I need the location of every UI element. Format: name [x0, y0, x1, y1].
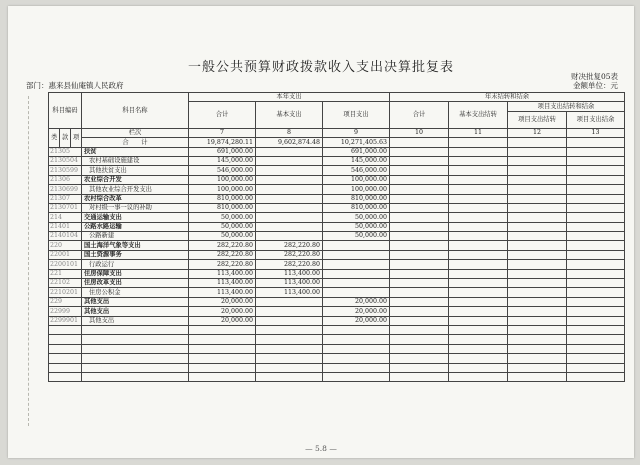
- table-row: [49, 194, 625, 203]
- row-project: 50,000.00: [323, 213, 390, 222]
- row-name: 其他扶贫支出: [82, 166, 189, 175]
- row-code: 21306: [49, 175, 82, 184]
- row-code: 21401: [49, 222, 82, 231]
- row-basic: [256, 222, 323, 231]
- row-total: 20,000.00: [189, 307, 256, 316]
- row-total: 113,400.00: [189, 288, 256, 297]
- row-total: 282,220.80: [189, 241, 256, 250]
- budget-table: [48, 92, 625, 382]
- row-total: 100,000.00: [189, 185, 256, 194]
- table-row: [49, 222, 625, 231]
- row-basic: [256, 156, 323, 165]
- header-kuan: 款: [60, 128, 71, 147]
- row-total: 113,400.00: [189, 269, 256, 278]
- row-project: 20,000.00: [323, 307, 390, 316]
- row-name: 住房保障支出: [82, 269, 189, 278]
- table-body: [49, 147, 625, 382]
- table-row: [49, 185, 625, 194]
- row-code: 22001: [49, 250, 82, 259]
- row-name: 农村综合改革: [82, 194, 189, 203]
- row-project: 691,000.00: [323, 147, 390, 156]
- header-name: 科目名称: [82, 93, 189, 129]
- table-row: [49, 203, 625, 212]
- row-code: 22999: [49, 307, 82, 316]
- col-num: 13: [567, 128, 625, 137]
- row-total: 20,000.00: [189, 297, 256, 306]
- table-row: [49, 307, 625, 316]
- table-row: [49, 260, 625, 269]
- row-total: 20,000.00: [189, 316, 256, 325]
- row-code: 21305: [49, 147, 82, 156]
- row-project: [323, 288, 390, 297]
- document-page: [8, 6, 634, 458]
- row-total: 113,400.00: [189, 279, 256, 288]
- row-name: 国土海洋气象等支出: [82, 241, 189, 250]
- binding-margin-line: [28, 96, 30, 426]
- row-code: 214: [49, 213, 82, 222]
- row-project: 100,000.00: [323, 175, 390, 184]
- row-total: 50,000.00: [189, 232, 256, 241]
- row-project: 100,000.00: [323, 185, 390, 194]
- row-basic: [256, 307, 323, 316]
- header-code: 科目编码: [49, 93, 82, 129]
- row-code: 2200101: [49, 260, 82, 269]
- row-total: 691,000.00: [189, 147, 256, 156]
- row-code: 2130701: [49, 203, 82, 212]
- row-name: 交通运输支出: [82, 213, 189, 222]
- table-row: [49, 269, 625, 278]
- row-total: 50,000.00: [189, 222, 256, 231]
- blank-row: [49, 354, 625, 363]
- row-project: 20,000.00: [323, 297, 390, 306]
- row-basic: [256, 194, 323, 203]
- row-code: 2299901: [49, 316, 82, 325]
- row-basic: 113,400.00: [256, 269, 323, 278]
- row-code: 2130504: [49, 156, 82, 165]
- row-code: 22102: [49, 279, 82, 288]
- col-num: 10: [390, 128, 449, 137]
- row-name: 公路水路运输: [82, 222, 189, 231]
- row-code: 2130599: [49, 166, 82, 175]
- row-project: [323, 241, 390, 250]
- row-name: 国土资源事务: [82, 250, 189, 259]
- row-basic: [256, 203, 323, 212]
- row-code: 21307: [49, 194, 82, 203]
- table-row: [49, 279, 625, 288]
- row-code: 2210201: [49, 288, 82, 297]
- header-ye-proj-carry: 项目支出结转: [508, 111, 567, 128]
- row-total: 810,000.00: [189, 194, 256, 203]
- row-total: 282,220.80: [189, 250, 256, 259]
- report-title: 一般公共预算财政拨款收入支出决算批复表: [187, 60, 454, 75]
- table-row: [49, 232, 625, 241]
- row-basic: [256, 175, 323, 184]
- row-project: 145,000.00: [323, 156, 390, 165]
- col-num: 8: [256, 128, 323, 137]
- grand-total-label: 合 计: [82, 138, 189, 147]
- row-basic: [256, 166, 323, 175]
- table-row: [49, 241, 625, 250]
- row-code: 2130699: [49, 185, 82, 194]
- blank-row: [49, 344, 625, 353]
- amount-unit: 金额单位：元: [573, 81, 618, 90]
- row-project: 50,000.00: [323, 222, 390, 231]
- row-total: 282,220.80: [189, 260, 256, 269]
- row-name: 农村基础设施建设: [82, 156, 189, 165]
- header-xiang: 项: [71, 128, 82, 147]
- row-basic: [256, 213, 323, 222]
- blank-row: [49, 325, 625, 334]
- column-label: 栏次: [82, 128, 189, 137]
- grand-total-total: 19,874,280.11: [189, 138, 256, 147]
- row-code: 2140104: [49, 232, 82, 241]
- row-project: 810,000.00: [323, 194, 390, 203]
- row-project: 810,000.00: [323, 203, 390, 212]
- row-name: 住房改革支出: [82, 279, 189, 288]
- grand-total-basic: 9,602,874.48: [256, 138, 323, 147]
- row-total: 810,000.00: [189, 203, 256, 212]
- row-name: 农业综合开发: [82, 175, 189, 184]
- row-name: 其他支出: [82, 316, 189, 325]
- table-row: [49, 297, 625, 306]
- header-basic: 基本支出: [256, 102, 323, 128]
- row-code: 221: [49, 269, 82, 278]
- row-project: 20,000.00: [323, 316, 390, 325]
- row-total: 50,000.00: [189, 213, 256, 222]
- header-year-end: 年末结转和结余: [390, 93, 625, 102]
- header-current-year: 本年支出: [189, 93, 390, 102]
- department-label: 部门：惠来县仙庵镇人民政府: [26, 81, 124, 90]
- row-basic: [256, 232, 323, 241]
- row-project: 50,000.00: [323, 232, 390, 241]
- row-project: [323, 250, 390, 259]
- row-basic: [256, 316, 323, 325]
- col-num: 12: [508, 128, 567, 137]
- row-basic: [256, 147, 323, 156]
- row-project: [323, 279, 390, 288]
- row-basic: 282,220.80: [256, 241, 323, 250]
- row-basic: [256, 185, 323, 194]
- header-ye-project: 项目支出结转和结余: [508, 102, 625, 111]
- row-name: 对村级一事一议的补助: [82, 203, 189, 212]
- row-name: 其他支出: [82, 297, 189, 306]
- row-name: 其他农业综合开发支出: [82, 185, 189, 194]
- header-ye-total: 合计: [390, 102, 449, 128]
- blank-row: [49, 363, 625, 372]
- row-basic: 113,400.00: [256, 288, 323, 297]
- header-ye-proj-surplus: 项目支出结余: [567, 111, 625, 128]
- page-number: — 5.8 —: [305, 444, 337, 453]
- col-num: 9: [323, 128, 390, 137]
- table-row: [49, 250, 625, 259]
- form-number: 财决批复05表: [570, 72, 618, 81]
- row-project: [323, 260, 390, 269]
- row-project: 546,000.00: [323, 166, 390, 175]
- table-row: [49, 316, 625, 325]
- col-num: 7: [189, 128, 256, 137]
- row-total: 100,000.00: [189, 175, 256, 184]
- blank-row: [49, 372, 625, 381]
- table-row: [49, 213, 625, 222]
- header-ye-basic: 基本支出结转: [449, 102, 508, 128]
- header-project: 项目支出: [323, 102, 390, 128]
- row-total: 546,000.00: [189, 166, 256, 175]
- row-name: 扶贫: [82, 147, 189, 156]
- row-basic: 113,400.00: [256, 279, 323, 288]
- row-basic: 282,220.80: [256, 260, 323, 269]
- row-name: 行政运行: [82, 260, 189, 269]
- row-name: 住房公积金: [82, 288, 189, 297]
- table-row: [49, 156, 625, 165]
- table-row: [49, 166, 625, 175]
- header-total: 合计: [189, 102, 256, 128]
- row-code: 220: [49, 241, 82, 250]
- row-total: 145,000.00: [189, 156, 256, 165]
- grand-total-project: 10,271,405.63: [323, 138, 390, 147]
- row-name: 其他支出: [82, 307, 189, 316]
- col-num: 11: [449, 128, 508, 137]
- row-basic: [256, 297, 323, 306]
- blank-row: [49, 335, 625, 344]
- row-project: [323, 269, 390, 278]
- table-row: [49, 288, 625, 297]
- table-row: [49, 147, 625, 156]
- row-code: 229: [49, 297, 82, 306]
- row-basic: 282,220.80: [256, 250, 323, 259]
- header-lei: 类: [49, 128, 60, 147]
- row-name: 公路新建: [82, 232, 189, 241]
- table-row: [49, 175, 625, 184]
